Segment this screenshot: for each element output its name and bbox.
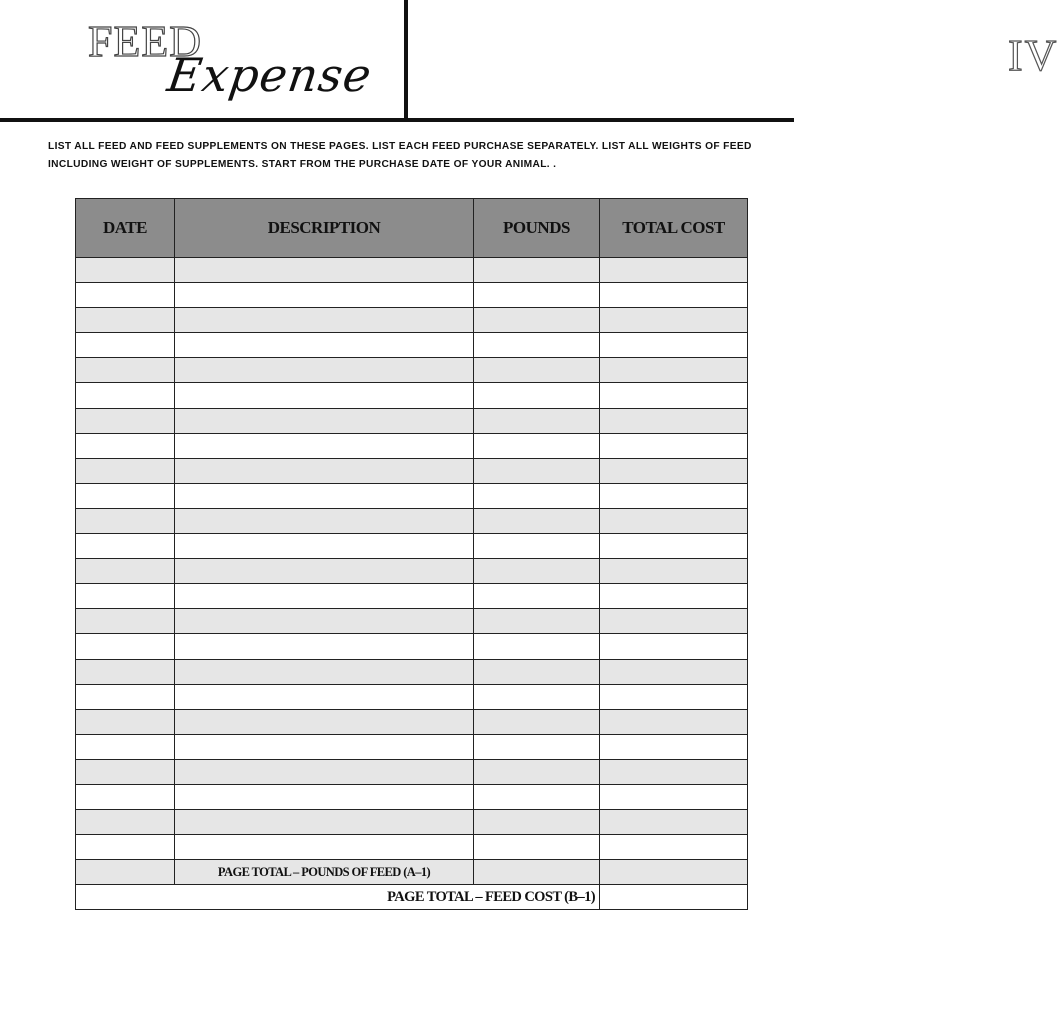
table-row [76,584,748,609]
table-row [76,483,748,508]
total-cost-cell[interactable] [600,458,748,483]
description-cell[interactable] [175,609,474,634]
pounds-total-row [76,860,748,885]
table-row [76,684,748,709]
date-cell[interactable] [76,634,175,659]
date-cell[interactable] [76,433,175,458]
table-row [76,659,748,684]
date-cell[interactable] [76,534,175,559]
column-header-total-cost: TOTAL COST [600,199,748,258]
table-row [76,458,748,483]
date-cell[interactable] [76,508,175,533]
date-cell[interactable] [76,333,175,358]
date-cell[interactable] [76,734,175,759]
date-cell[interactable] [76,584,175,609]
description-cell[interactable] [175,258,474,283]
pounds-cell[interactable] [474,534,600,559]
table-row [76,383,748,408]
table-row [76,333,748,358]
pounds-cell[interactable] [474,559,600,584]
column-header-description: DESCRIPTION [175,199,474,258]
expense-script-title: Expense [164,48,376,102]
date-cell[interactable] [76,835,175,860]
description-cell[interactable] [175,634,474,659]
description-cell[interactable] [175,559,474,584]
date-cell[interactable] [76,358,175,383]
pounds-cell[interactable] [474,508,600,533]
pounds-cell[interactable] [474,483,600,508]
table-row [76,308,748,333]
table-row [76,408,748,433]
date-cell[interactable] [76,759,175,784]
total-cost-cell[interactable] [600,784,748,809]
description-cell[interactable] [175,835,474,860]
feed-title: FEED [88,17,202,66]
pounds-cell[interactable] [474,835,600,860]
table-row [76,810,748,835]
date-cell[interactable] [76,709,175,734]
date-cell[interactable] [76,684,175,709]
total-cost-cell[interactable] [600,559,748,584]
header-vertical-divider [404,0,408,121]
total-cost-cell[interactable] [600,534,748,559]
date-cell[interactable] [76,609,175,634]
total-cost-cell[interactable] [600,508,748,533]
total-cost-cell[interactable] [600,433,748,458]
total-cost-cell[interactable] [600,258,748,283]
total-cost-cell[interactable] [600,333,748,358]
table-row [76,709,748,734]
total-cost-cell[interactable] [600,358,748,383]
total-cost-cell[interactable] [600,709,748,734]
table-row [76,534,748,559]
total-cost-cell[interactable] [600,835,748,860]
description-cell[interactable] [175,283,474,308]
cost-total-value-cell[interactable] [600,885,748,910]
description-cell[interactable] [175,458,474,483]
table-body [76,258,748,910]
description-cell[interactable] [175,784,474,809]
header-title-area [0,0,405,120]
date-cell[interactable] [76,559,175,584]
table-row [76,283,748,308]
pounds-cell[interactable] [474,659,600,684]
pounds-cell[interactable] [474,258,600,283]
section-number: IV [1008,31,1058,80]
description-cell[interactable] [175,659,474,684]
date-cell[interactable] [76,810,175,835]
total-cost-cell[interactable] [600,483,748,508]
table-row [76,784,748,809]
description-cell[interactable] [175,810,474,835]
total-cost-cell[interactable] [600,734,748,759]
total-cost-cell[interactable] [600,759,748,784]
date-cell[interactable] [76,784,175,809]
pounds-total-label: PAGE TOTAL – POUNDS OF FEED (A–1) [175,860,474,885]
description-cell[interactable] [175,534,474,559]
date-cell[interactable] [76,458,175,483]
table-row [76,609,748,634]
description-cell[interactable] [175,358,474,383]
header-section-area [409,0,1058,120]
total-cost-cell[interactable] [600,684,748,709]
pounds-total-cost-cell[interactable] [600,860,748,885]
pounds-cell[interactable] [474,609,600,634]
description-cell[interactable] [175,308,474,333]
pounds-cell[interactable] [474,283,600,308]
date-cell[interactable] [76,283,175,308]
table-row [76,634,748,659]
table-row [76,433,748,458]
pounds-cell[interactable] [474,458,600,483]
pounds-cell[interactable] [474,433,600,458]
column-header-pounds: POUNDS [474,199,600,258]
date-cell[interactable] [76,258,175,283]
date-cell[interactable] [76,483,175,508]
header-horizontal-divider [0,118,794,122]
total-cost-cell[interactable] [600,308,748,333]
pounds-cell[interactable] [474,684,600,709]
pounds-cell[interactable] [474,358,600,383]
table-row [76,759,748,784]
table-row [76,358,748,383]
pounds-cell[interactable] [474,634,600,659]
description-cell[interactable] [175,508,474,533]
table-row [76,734,748,759]
cost-total-label: PAGE TOTAL – FEED COST (B–1) [76,885,600,910]
table-header-row [76,199,748,258]
total-cost-cell[interactable] [600,283,748,308]
total-cost-cell[interactable] [600,408,748,433]
description-cell[interactable] [175,383,474,408]
feed-expense-table [75,198,748,910]
pounds-total-value-cell[interactable] [474,860,600,885]
date-cell[interactable] [76,383,175,408]
table-row [76,559,748,584]
description-cell[interactable] [175,759,474,784]
total-cost-cell[interactable] [600,810,748,835]
pounds-cell[interactable] [474,333,600,358]
description-cell[interactable] [175,584,474,609]
description-cell[interactable] [175,408,474,433]
description-cell[interactable] [175,333,474,358]
column-header-date: DATE [76,199,175,258]
date-cell[interactable] [76,659,175,684]
description-cell[interactable] [175,433,474,458]
description-cell[interactable] [175,734,474,759]
description-cell[interactable] [175,709,474,734]
table-row [76,835,748,860]
table-row [76,508,748,533]
table-row [76,258,748,283]
total-cost-cell[interactable] [600,634,748,659]
date-cell[interactable] [76,408,175,433]
pounds-cell[interactable] [474,308,600,333]
pounds-cell[interactable] [474,584,600,609]
pounds-total-date-cell[interactable] [76,860,175,885]
total-cost-cell[interactable] [600,659,748,684]
total-cost-cell[interactable] [600,584,748,609]
pounds-cell[interactable] [474,709,600,734]
instructions-text: LIST ALL FEED AND FEED SUPPLEMENTS ON THESE PAGES. LIST EACH FEED PURCHASE SEPARATELY. LIST ALL WEIGHTS OF FEED INCLUDING WEIGHT OF SUPPLEMENTS. START FROM THE PURCHASE DATE OF YOUR ANIMAL. . [48,141,752,170]
pounds-cell[interactable] [474,810,600,835]
cost-total-row [76,885,748,910]
description-cell[interactable] [175,684,474,709]
pounds-cell[interactable] [474,383,600,408]
total-cost-cell[interactable] [600,383,748,408]
pounds-cell[interactable] [474,408,600,433]
pounds-cell[interactable] [474,759,600,784]
description-cell[interactable] [175,483,474,508]
pounds-cell[interactable] [474,784,600,809]
total-cost-cell[interactable] [600,609,748,634]
date-cell[interactable] [76,308,175,333]
pounds-cell[interactable] [474,734,600,759]
